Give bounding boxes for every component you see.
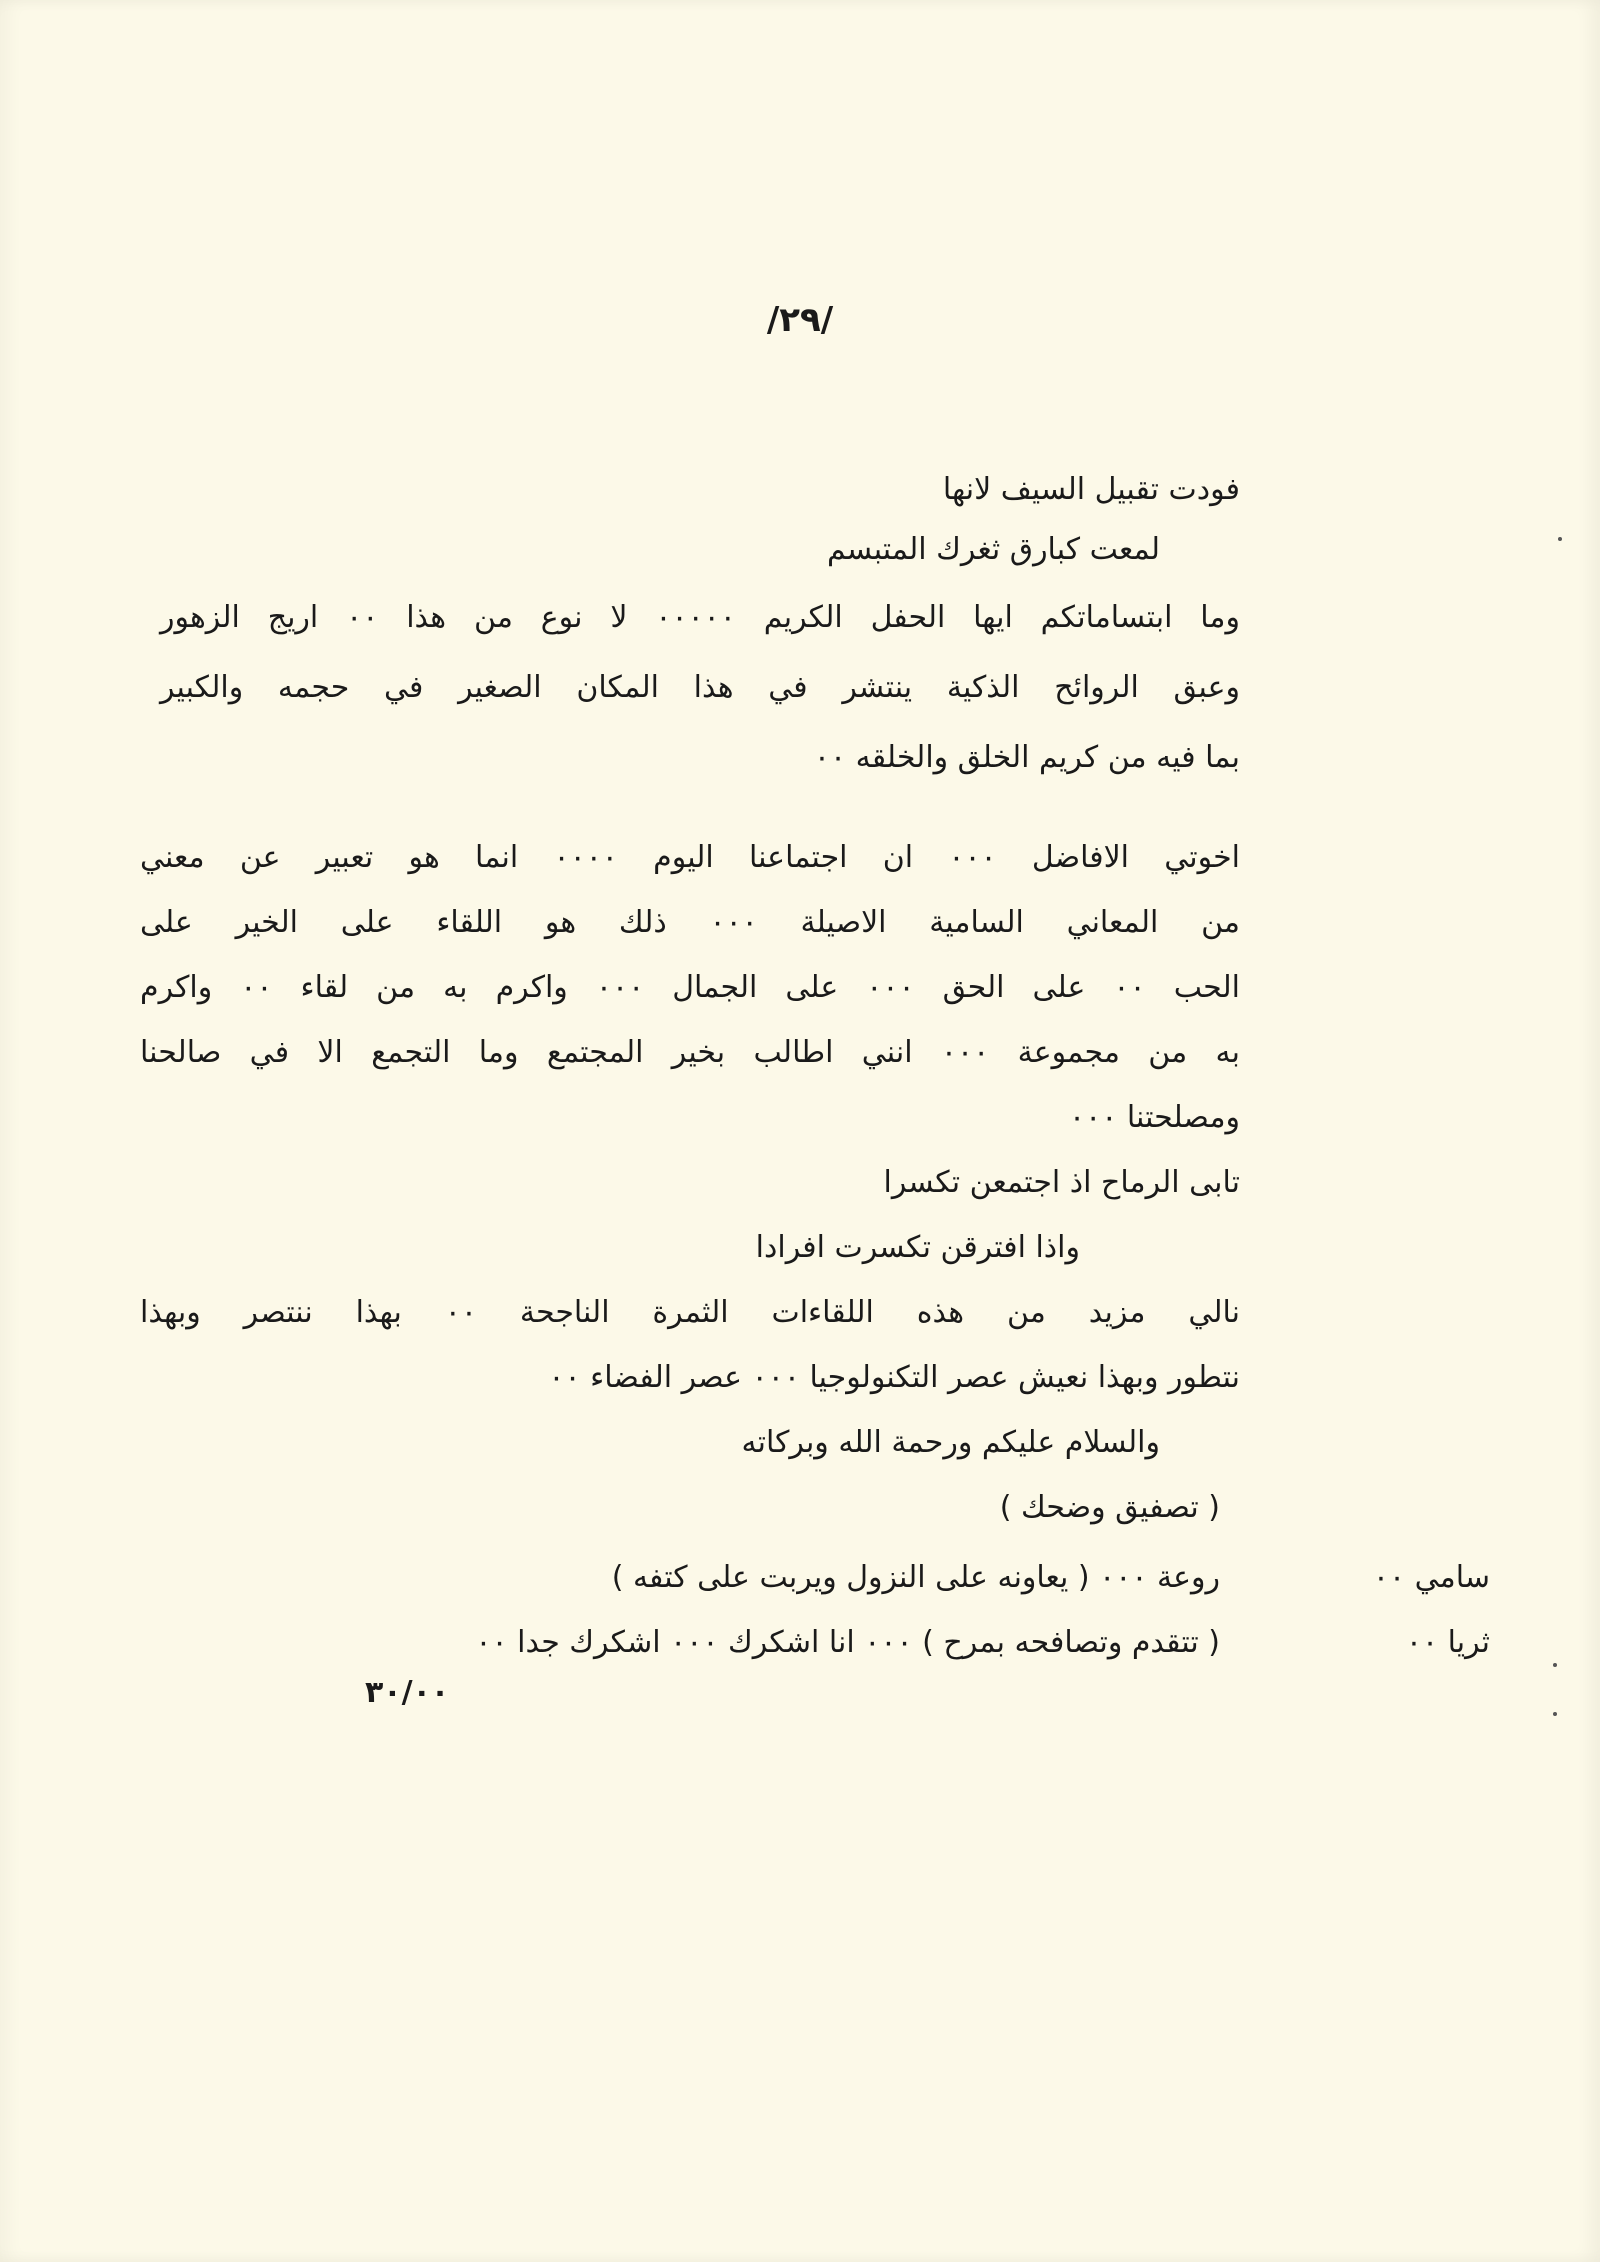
speaker-name: سامي ٠٠ (1372, 1560, 1490, 1595)
footer-mark: ٣٠/٠٠ (365, 1675, 450, 1710)
poem-line-1: فودت تقبيل السيف لانها (942, 472, 1240, 507)
paragraph-1-line-2: وعبق الروائح الذكية ينتشر في هذا المكان الصغير في حجمه والكبير (160, 670, 1240, 705)
paragraph-3-line-3: والسلام عليكم ورحمة الله وبركاته (741, 1425, 1160, 1460)
paragraph-3-line-2: نتطور وبهذا نعيش عصر التكنولوجيا ٠٠٠ عصر الفضاء ٠٠ (548, 1360, 1240, 1395)
paragraph-3-line-1: نالي مزيد من هذه اللقاءات الثمرة الناجحة ٠٠ بهذا ننتصر وبهذا (140, 1295, 1241, 1330)
paragraph-2-line-5: ومصلحتنا ٠٠٠ (1069, 1100, 1240, 1135)
speaker-name: ثريا ٠٠ (1405, 1625, 1490, 1660)
paragraph-2-line-4: به من مجموعة ٠٠٠ انني اطالب بخير المجتمع وما التجمع الا في صالحنا (140, 1035, 1240, 1070)
paper-speck (1558, 537, 1562, 541)
dialogue-line: روعة ٠٠٠ ( يعاونه على النزول ويربت على كتفه ) (611, 1560, 1220, 1595)
paragraph-1-line-3: بما فيه من كريم الخلق والخلقه ٠٠ (813, 740, 1240, 775)
paper-speck (1553, 1712, 1557, 1716)
paragraph-2-line-3: الحب ٠٠ على الحق ٠٠٠ على الجمال ٠٠٠ واكرم به من لقاء ٠٠ واكرم (140, 970, 1240, 1005)
page-number: /٢٩/ (766, 300, 834, 340)
poem-line-2: لمعت كبارق ثغرك المتبسم (826, 532, 1160, 567)
paper-speck (1553, 1663, 1557, 1667)
paragraph-1-line-1: وما ابتساماتكم ايها الحفل الكريم ٠٠٠٠٠ لا نوع من هذا ٠٠ اريج الزهور (160, 600, 1240, 635)
paragraph-2-line-2: من المعاني السامية الاصيلة ٠٠٠ ذلك هو اللقاء على الخير على (140, 905, 1240, 940)
stage-direction: ( تصفيق وضحك ) (999, 1490, 1220, 1525)
poem-line-3: تابى الرماح اذ اجتمعن تكسرا (883, 1165, 1240, 1200)
poem-line-4: واذا افترقن تكسرت افرادا (755, 1230, 1080, 1265)
dialogue-line: ( تتقدم وتصافحه بمرح ) ٠٠٠ انا اشكرك ٠٠٠ اشكرك جدا ٠٠ (475, 1625, 1220, 1660)
paragraph-2-line-1: اخوتي الافاضل ٠٠٠ ان اجتماعنا اليوم ٠٠٠٠ انما هو تعبير عن معني (140, 840, 1240, 875)
